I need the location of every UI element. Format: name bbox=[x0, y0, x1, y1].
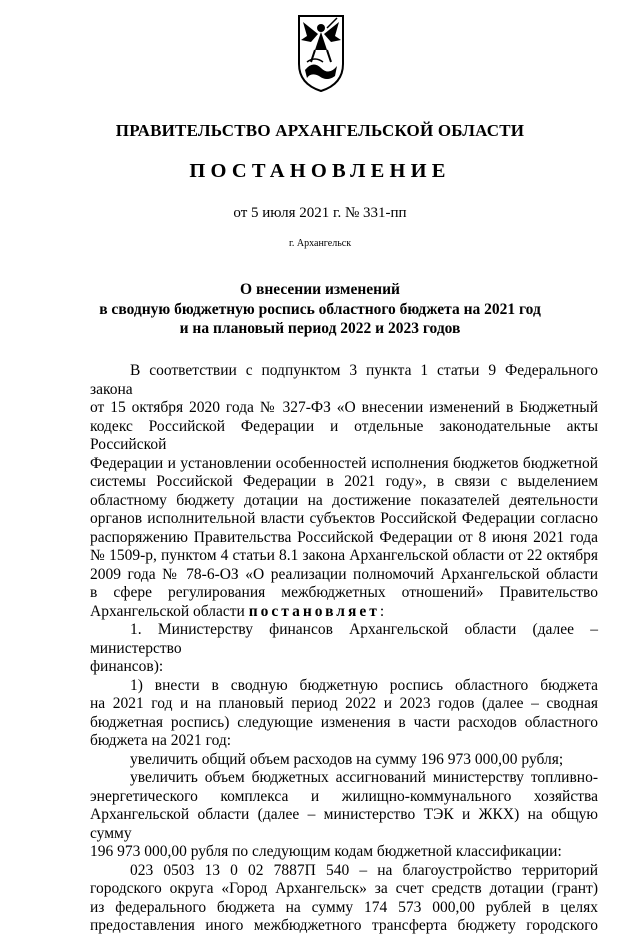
body-line: увеличить объем бюджетных ассигнований министерству топливно- bbox=[130, 769, 598, 786]
body-text: Архангельской области bbox=[90, 602, 249, 620]
body-text: : bbox=[379, 602, 385, 620]
body-line: 1) внести в сводную бюджетную роспись областного бюджета bbox=[130, 676, 598, 694]
body-line: в сфере регулирования межбюджетных отношений» Правительство bbox=[90, 584, 598, 601]
body-line: предоставления иного межбюджетного трансферта бюджету городского bbox=[90, 917, 598, 934]
decree-word: постановляет bbox=[248, 602, 380, 620]
body-line: 2009 года № 78-6-ОЗ «О реализации полномочий Архангельской области bbox=[90, 565, 598, 583]
document-type: ПОСТАНОВЛЕНИЕ bbox=[189, 160, 451, 182]
title-line: и на плановый период 2022 и 2023 годов bbox=[179, 320, 461, 337]
body-line bbox=[90, 603, 598, 622]
body-line: увеличить общий объем расходов на сумму 196 973 000,00 рубля; bbox=[130, 750, 564, 768]
body-line: Архангельской области (далее – министерство ТЭК и ЖКХ) на общую сумму bbox=[90, 806, 598, 842]
body-line: 023 0503 13 0 02 7887П 540 – на благоустройство территорий bbox=[130, 861, 598, 879]
body-line: энергетического комплекса и жилищно-коммунального хозяйства bbox=[90, 787, 598, 805]
body-line: № 1509-р, пунктом 4 статьи 8.1 закона Архангельской области от 22 октября bbox=[90, 547, 598, 564]
document-city: г. Архангельск bbox=[288, 238, 352, 249]
body-line: финансов): bbox=[90, 658, 164, 675]
body-line: 196 973 000,00 рубля по следующим кодам бюджетной классификации: bbox=[90, 843, 562, 860]
body-line: 1. Министерству финансов Архангельской области (далее – министерство bbox=[90, 621, 598, 657]
title-line: в сводную бюджетную роспись областного бюджета на 2021 год bbox=[99, 300, 541, 318]
body-line: областному бюджету дотации на достижение показателей деятельности bbox=[90, 491, 598, 509]
body-line: Федерации и установлении особенностей исполнения бюджетов бюджетной bbox=[90, 454, 598, 472]
coat-of-arms-emblem bbox=[297, 14, 345, 92]
organization-name: ПРАВИТЕЛЬСТВО АРХАНГЕЛЬСКОЙ ОБЛАСТИ bbox=[115, 121, 525, 140]
body-line: на 2021 год и на плановый период 2022 и 2023 годов (далее – сводная bbox=[90, 695, 598, 712]
body-line: В соответствии с подпунктом 3 пункта 1 статьи 9 Федерального закона bbox=[90, 362, 598, 398]
document-body bbox=[90, 362, 598, 936]
body-line: органов исполнительной власти субъектов Российской Федерации согласно bbox=[90, 510, 598, 527]
body-line: кодекс Российской Федерации и отдельные законодательные акты Российской bbox=[90, 417, 598, 453]
document-date-number: от 5 июля 2021 г. № 331-пп bbox=[233, 205, 407, 221]
document-title bbox=[0, 280, 640, 339]
body-line: системы Российской Федерации в 2021 году», в связи с выделением bbox=[90, 473, 598, 490]
body-line: бюджета на 2021 год: bbox=[90, 732, 232, 749]
body-line: распоряжению Правительства Российской Федерации от 8 июня 2021 года bbox=[90, 528, 598, 546]
body-line: бюджетная роспись) следующие изменения в части расходов областного bbox=[90, 713, 598, 731]
body-line: от 15 октября 2020 года № 327-ФЗ «О внесении изменений в Бюджетный bbox=[90, 399, 598, 416]
title-line: О внесении изменений bbox=[240, 281, 400, 298]
body-line: из федерального бюджета на сумму 174 573 000,00 рублей в целях bbox=[90, 898, 598, 916]
body-line: городского округа «Город Архангельск» за счет средств дотации (грант) bbox=[90, 880, 598, 897]
